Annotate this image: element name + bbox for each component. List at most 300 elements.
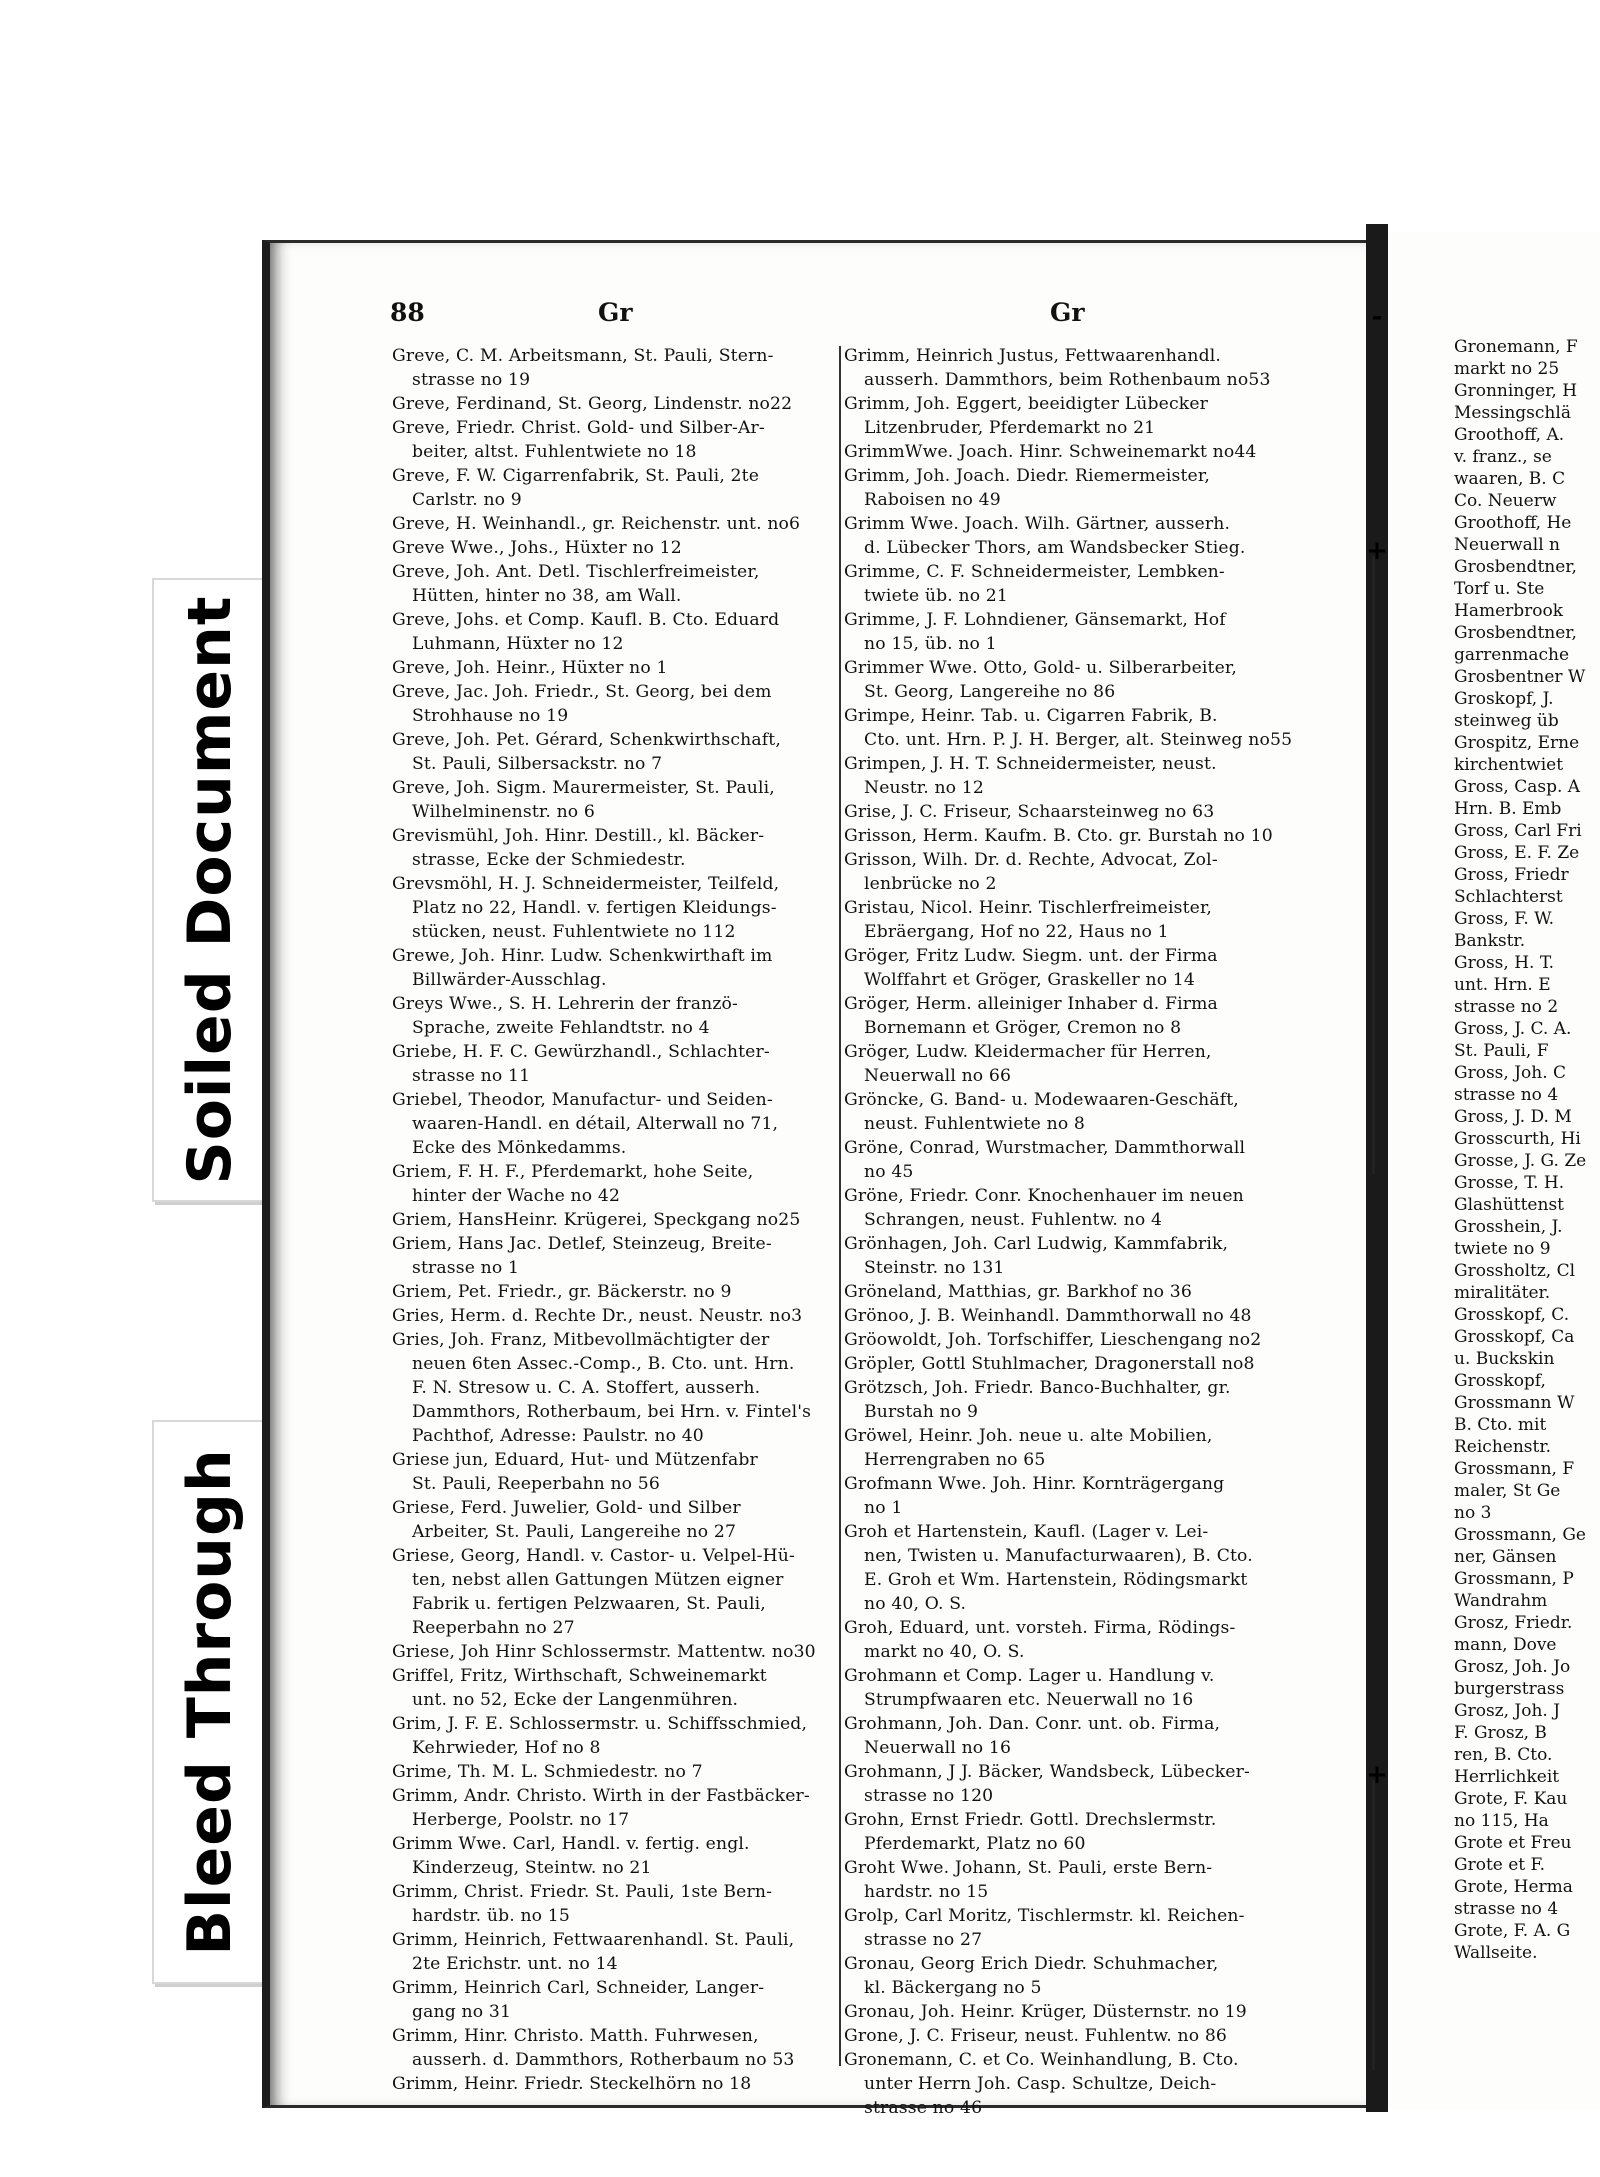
directory-entry [392, 1880, 838, 1928]
entry-continuation-line: strasse no 19 [412, 370, 531, 390]
entry-continuation-line: Strumpfwaaren etc. Neuerwall no 16 [864, 1690, 1194, 1710]
next-page-line: Gross, J. D. M [1454, 1107, 1572, 1127]
next-page-line: B. Cto. mit [1454, 1415, 1547, 1435]
entry-continuation-line: kl. Bäckergang no 5 [864, 1978, 1042, 1998]
next-page-line: Gross, E. F. Ze [1454, 843, 1580, 863]
directory-entry [392, 872, 838, 944]
directory-entry [844, 392, 1302, 440]
entry-name-line: Grimpe, Heinr. Tab. u. Cigarren Fabrik, B. [844, 706, 1218, 726]
directory-entry [844, 992, 1302, 1040]
next-page-line: Grossmann, Ge [1454, 1525, 1586, 1545]
next-page-line: Grosz, Joh. Jo [1454, 1657, 1571, 1677]
next-page-line: Grote et F. [1454, 1855, 1546, 1875]
entry-name-line: Gries, Herm. d. Rechte Dr., neust. Neustr. no3 [392, 1306, 803, 1326]
directory-entry [392, 464, 838, 512]
entry-continuation-line: 2te Erichstr. unt. no 14 [412, 1954, 618, 1974]
entry-continuation-line: unt. no 52, Ecke der Langenmühren. [412, 1690, 739, 1710]
directory-entry [392, 1448, 838, 1496]
running-head-left: Gr [598, 298, 633, 327]
entry-name-line: Gröwel, Heinr. Joh. neue u. alte Mobilien, [844, 1426, 1213, 1446]
directory-entry [392, 656, 838, 680]
next-page-line: Glashüttenst [1454, 1195, 1565, 1215]
next-page-line: Grosz, Friedr. [1454, 1613, 1573, 1633]
directory-entry [392, 1280, 838, 1304]
next-page-line: St. Pauli, F [1454, 1041, 1549, 1061]
entry-name-line: Grimme, J. F. Lohndiener, Gänsemarkt, Hof [844, 610, 1226, 630]
entry-continuation-line: Dammthors, Rotherbaum, bei Hrn. v. Fintel's [412, 1402, 812, 1422]
entry-name-line: Grim, J. F. E. Schlossermstr. u. Schiffsschmied, [392, 1714, 808, 1734]
next-page-line: Hamerbrook [1454, 601, 1564, 621]
entry-continuation-line: waaren-Handl. en détail, Alterwall no 71, [412, 1114, 779, 1134]
directory-entry [844, 344, 1302, 392]
entry-name-line: Grimmer Wwe. Otto, Gold- u. Silberarbeiter, [844, 658, 1237, 678]
entry-continuation-line: strasse no 1 [412, 1258, 520, 1278]
entry-continuation-line: Reeperbahn no 27 [412, 1618, 575, 1638]
entry-name-line: Grimme, C. F. Schneidermeister, Lembken- [844, 562, 1225, 582]
entry-continuation-line: neuen 6ten Assec.-Comp., B. Cto. unt. Hrn. [412, 1354, 795, 1374]
entry-name-line: Grötzsch, Joh. Friedr. Banco-Buchhalter, gr. [844, 1378, 1231, 1398]
next-page-line: Grosskopf, C. [1454, 1305, 1570, 1325]
entry-name-line: Grohn, Ernst Friedr. Gottl. Drechslermstr. [844, 1810, 1217, 1830]
directory-entry [844, 608, 1302, 656]
entry-name-line: Grisson, Herm. Kaufm. B. Cto. gr. Burstah no 10 [844, 826, 1273, 846]
soiled-document-stamp [152, 578, 268, 1202]
directory-entry [844, 1304, 1302, 1328]
next-page-line: strasse no 4 [1454, 1899, 1559, 1919]
entry-name-line: Greve, Joh. Heinr., Hüxter no 1 [392, 658, 668, 678]
entry-name-line: Gröne, Conrad, Wurstmacher, Dammthorwall [844, 1138, 1246, 1158]
entry-continuation-line: F. N. Stresow u. C. A. Stoffert, ausserh. [412, 1378, 761, 1398]
next-page-line: Grosscurth, Hi [1454, 1129, 1581, 1149]
directory-entry [844, 2048, 1302, 2120]
entry-continuation-line: Pferdemarkt, Platz no 60 [864, 1834, 1086, 1854]
next-page-line: Gross, F. W. [1454, 909, 1555, 929]
directory-entry [392, 1160, 838, 1208]
bleed-through-label: Bleed Through [175, 1448, 245, 1956]
directory-entry [844, 1376, 1302, 1424]
entry-name-line: Greve, Ferdinand, St. Georg, Lindenstr. no22 [392, 394, 793, 414]
directory-entry [392, 1040, 838, 1088]
entry-continuation-line: Herberge, Poolstr. no 17 [412, 1810, 630, 1830]
entry-continuation-line: Neustr. no 12 [864, 778, 984, 798]
entry-continuation-line: Billwärder-Ausschlag. [412, 970, 607, 990]
directory-entry [844, 800, 1302, 824]
directory-entry [392, 1928, 838, 1976]
next-page-line: twiete no 9 [1454, 1239, 1551, 1259]
next-page-line: burgerstrass [1454, 1679, 1565, 1699]
entry-continuation-line: Neuerwall no 66 [864, 1066, 1012, 1086]
next-page-line: Grossmann, P [1454, 1569, 1574, 1589]
entry-continuation-line: stücken, neust. Fuhlentwiete no 112 [412, 922, 736, 942]
entry-continuation-line: beiter, altst. Fuhlentwiete no 18 [412, 442, 697, 462]
entry-continuation-line: no 15, üb. no 1 [864, 634, 997, 654]
entry-continuation-line: St. Pauli, Reeperbahn no 56 [412, 1474, 660, 1494]
directory-entry [844, 704, 1302, 752]
directory-entry [392, 1328, 838, 1448]
next-page-line: Grosskopf, [1454, 1371, 1546, 1391]
column-divider [839, 346, 841, 2066]
entry-name-line: Groh, Eduard, unt. vorsteh. Firma, Rödings- [844, 1618, 1236, 1638]
directory-entry [844, 1232, 1302, 1280]
entry-continuation-line: hardstr. üb. no 15 [412, 1906, 570, 1926]
next-page-line: Groothoff, A. [1454, 425, 1565, 445]
directory-entry [844, 1760, 1302, 1808]
entry-name-line: Greve, Joh. Sigm. Maurermeister, St. Pauli, [392, 778, 775, 798]
directory-entry [844, 1184, 1302, 1232]
directory-entry [844, 1616, 1302, 1664]
entry-name-line: Grönoo, J. B. Weinhandl. Dammthorwall no 48 [844, 1306, 1252, 1326]
entry-name-line: Gröger, Fritz Ludw. Siegm. unt. der Firma [844, 946, 1218, 966]
entry-name-line: Gröowoldt, Joh. Torfschiffer, Lieschengang no2 [844, 1330, 1262, 1350]
entry-continuation-line: no 40, O. S. [864, 1594, 967, 1614]
entry-continuation-line: unter Herrn Joh. Casp. Schultze, Deich- [864, 2074, 1217, 2094]
next-page-line: Gronemann, F [1454, 337, 1578, 357]
entry-name-line: Grevismühl, Joh. Hinr. Destill., kl. Bäcker- [392, 826, 765, 846]
directory-entry [392, 992, 838, 1040]
entry-name-line: Grolp, Carl Moritz, Tischlermstr. kl. Reichen- [844, 1906, 1245, 1926]
entry-continuation-line: Hütten, hinter no 38, am Wall. [412, 586, 682, 606]
entry-name-line: Grimm, Joh. Eggert, beeidigter Lübecker [844, 394, 1209, 414]
entry-name-line: Grewe, Joh. Hinr. Ludw. Schenkwirthaft im [392, 946, 773, 966]
directory-entry [392, 1976, 838, 2024]
entry-continuation-line: neust. Fuhlentwiete no 8 [864, 1114, 1086, 1134]
entry-continuation-line: strasse, Ecke der Schmiedestr. [412, 850, 686, 870]
directory-column-right [844, 344, 1302, 2120]
entry-name-line: Greve, C. M. Arbeitsmann, St. Pauli, Stern- [392, 346, 774, 366]
entry-name-line: Gröneland, Matthias, gr. Barkhof no 36 [844, 1282, 1192, 1302]
next-page-line: Grossmann, F [1454, 1459, 1575, 1479]
directory-entry [392, 1496, 838, 1544]
next-page-line: Grote, F. A. G [1454, 1921, 1571, 1941]
next-page-line: Grosbendtner, [1454, 557, 1577, 577]
next-page-line: Wandrahm [1454, 1591, 1548, 1611]
directory-entry [844, 560, 1302, 608]
entry-name-line: Grimm Wwe. Joach. Wilh. Gärtner, ausserh. [844, 514, 1231, 534]
directory-entry [844, 896, 1302, 944]
entry-continuation-line: Fabrik u. fertigen Pelzwaaren, St. Pauli, [412, 1594, 766, 1614]
next-page-line: Grosbentner W [1454, 667, 1586, 687]
binding-mark: - [1371, 302, 1383, 332]
page-number: 88 [390, 298, 425, 327]
next-page-line: Grote et Freu [1454, 1833, 1572, 1853]
next-page-line: ner, Gänsen [1454, 1547, 1557, 1567]
directory-entry [844, 1472, 1302, 1520]
directory-entry [844, 1040, 1302, 1088]
entry-name-line: Grimm, Andr. Christo. Wirth in der Fastbäcker- [392, 1786, 810, 1806]
next-page-line: markt no 25 [1454, 359, 1560, 379]
directory-entry [392, 344, 838, 392]
soiled-document-label: Soiled Document [175, 595, 245, 1185]
entry-name-line: Greve, Joh. Pet. Gérard, Schenkwirthschaft, [392, 730, 781, 750]
entry-name-line: Grimm, Heinrich, Fettwaarenhandl. St. Pauli, [392, 1930, 795, 1950]
entry-continuation-line: Schrangen, neust. Fuhlentw. no 4 [864, 1210, 1163, 1230]
next-page-line: unt. Hrn. E [1454, 975, 1551, 995]
directory-entry [392, 776, 838, 824]
entry-name-line: Greve, Friedr. Christ. Gold- und Silber-Ar- [392, 418, 765, 438]
entry-continuation-line: Raboisen no 49 [864, 490, 1001, 510]
entry-name-line: Gronemann, C. et Co. Weinhandlung, B. Cto. [844, 2050, 1239, 2070]
directory-entry [844, 1712, 1302, 1760]
directory-entry [392, 1760, 838, 1784]
entry-continuation-line: strasse no 46 [864, 2098, 983, 2118]
entry-continuation-line: Ebräergang, Hof no 22, Haus no 1 [864, 922, 1169, 942]
entry-name-line: Griese, Joh Hinr Schlossermstr. Mattentw. no30 [392, 1642, 816, 1662]
directory-entry [392, 536, 838, 560]
next-page-line: Gronninger, H [1454, 381, 1578, 401]
entry-name-line: Grimm, Heinrich Justus, Fettwaarenhandl. [844, 346, 1222, 366]
entry-name-line: Grohmann, J J. Bäcker, Wandsbeck, Lübecker- [844, 1762, 1250, 1782]
entry-continuation-line: hardstr. no 15 [864, 1882, 989, 1902]
next-page-line: v. franz., se [1454, 447, 1552, 467]
next-page-line: Grosshein, J. [1454, 1217, 1563, 1237]
entry-name-line: Griebel, Theodor, Manufactur- und Seiden- [392, 1090, 773, 1110]
entry-continuation-line: St. Georg, Langereihe no 86 [864, 682, 1116, 702]
next-page-line: miralitäter. [1454, 1283, 1551, 1303]
next-page-line: Grote, F. Kau [1454, 1789, 1568, 1809]
next-page-line: Wallseite. [1454, 1943, 1538, 1963]
entry-name-line: Gronau, Georg Erich Diedr. Schuhmacher, [844, 1954, 1219, 1974]
entry-continuation-line: Neuerwall no 16 [864, 1738, 1012, 1758]
entry-continuation-line: St. Pauli, Silbersackstr. no 7 [412, 754, 663, 774]
entry-name-line: Griese, Ferd. Juwelier, Gold- und Silber [392, 1498, 741, 1518]
binding-mark: + [1366, 1760, 1388, 1790]
entry-name-line: Grimm, Joh. Joach. Diedr. Riemermeister, [844, 466, 1210, 486]
entry-continuation-line: Kehrwieder, Hof no 8 [412, 1738, 601, 1758]
next-page-line: Grote, Herma [1454, 1877, 1573, 1897]
next-page-line: mann, Dove [1454, 1635, 1557, 1655]
entry-continuation-line: gang no 31 [412, 2002, 512, 2022]
next-page-line: Reichenstr. [1454, 1437, 1551, 1457]
entry-continuation-line: lenbrücke no 2 [864, 874, 997, 894]
entry-name-line: Gröne, Friedr. Conr. Knochenhauer im neuen [844, 1186, 1244, 1206]
entry-name-line: Griffel, Fritz, Wirthschaft, Schweinemarkt [392, 1666, 767, 1686]
entry-name-line: Grime, Th. M. L. Schmiedestr. no 7 [392, 1762, 703, 1782]
next-page-line: no 115, Ha [1454, 1811, 1549, 1831]
next-page-line: no 3 [1454, 1503, 1492, 1523]
page-gutter [1366, 224, 1388, 2112]
entry-continuation-line: Cto. unt. Hrn. P. J. H. Berger, alt. Steinweg no55 [864, 730, 1293, 750]
directory-entry [844, 1424, 1302, 1472]
entry-name-line: Greve, F. W. Cigarrenfabrik, St. Pauli, 2te [392, 466, 760, 486]
entry-name-line: Grofmann Wwe. Joh. Hinr. Kornträgergang [844, 1474, 1225, 1494]
directory-entry [392, 1544, 838, 1640]
next-page-line: maler, St Ge [1454, 1481, 1561, 1501]
directory-entry [844, 1856, 1302, 1904]
entry-continuation-line: Bornemann et Gröger, Cremon no 8 [864, 1018, 1182, 1038]
directory-entry [392, 2024, 838, 2072]
entry-continuation-line: Sprache, zweite Fehlandtstr. no 4 [412, 1018, 710, 1038]
entry-continuation-line: Pachthof, Adresse: Paulstr. no 40 [412, 1426, 704, 1446]
entry-name-line: Griem, Pet. Friedr., gr. Bäckerstr. no 9 [392, 1282, 732, 1302]
directory-entry [844, 1952, 1302, 2000]
entry-name-line: Grimm, Hinr. Christo. Matth. Fuhrwesen, [392, 2026, 759, 2046]
directory-entry [392, 512, 838, 536]
entry-name-line: Grevsmöhl, H. J. Schneidermeister, Teilfeld, [392, 874, 780, 894]
next-page-line: garrenmache [1454, 645, 1570, 665]
entry-continuation-line: Carlstr. no 9 [412, 490, 522, 510]
directory-entry [844, 1904, 1302, 1952]
directory-entry [392, 824, 838, 872]
directory-entry [844, 1352, 1302, 1376]
entry-continuation-line: strasse no 11 [412, 1066, 531, 1086]
next-page-line: Gross, Casp. A [1454, 777, 1581, 797]
directory-entry [844, 944, 1302, 992]
entry-continuation-line: Wilhelminenstr. no 6 [412, 802, 595, 822]
directory-entry [392, 1088, 838, 1160]
directory-column-left [392, 344, 838, 2096]
next-page-line: Groothoff, He [1454, 513, 1572, 533]
entry-continuation-line: Luhmann, Hüxter no 12 [412, 634, 624, 654]
next-page-line: Gross, Friedr [1454, 865, 1569, 885]
directory-entry [392, 680, 838, 728]
directory-entry [844, 848, 1302, 896]
directory-entry [392, 2072, 838, 2096]
next-page-line: Bankstr. [1454, 931, 1526, 951]
next-page-line: waaren, B. C [1454, 469, 1566, 489]
binding-line [1372, 1780, 1375, 2070]
next-page-line: Grospitz, Erne [1454, 733, 1580, 753]
next-page-line: Grossholtz, Cl [1454, 1261, 1576, 1281]
directory-entry [392, 392, 838, 416]
directory-entry [392, 1304, 838, 1328]
directory-entry [844, 512, 1302, 560]
directory-entry [844, 1088, 1302, 1136]
next-page-line: Grosse, J. G. Ze [1454, 1151, 1587, 1171]
entry-continuation-line: Steinstr. no 131 [864, 1258, 1005, 1278]
next-page-line: Grossmann W [1454, 1393, 1575, 1413]
entry-name-line: Grohmann, Joh. Dan. Conr. unt. ob. Firma, [844, 1714, 1221, 1734]
next-page-line: Herrlichkeit [1454, 1767, 1560, 1787]
directory-entry [392, 1232, 838, 1280]
entry-continuation-line: Strohhause no 19 [412, 706, 569, 726]
directory-entry [844, 2000, 1302, 2024]
running-head-right: Gr [1050, 298, 1085, 327]
directory-entry [392, 728, 838, 776]
entry-name-line: Greve Wwe., Johs., Hüxter no 12 [392, 538, 682, 558]
next-page-line: u. Buckskin [1454, 1349, 1555, 1369]
directory-entry [844, 824, 1302, 848]
entry-name-line: Grimm, Heinrich Carl, Schneider, Langer- [392, 1978, 765, 1998]
entry-name-line: Grohmann et Comp. Lager u. Handlung v. [844, 1666, 1215, 1686]
next-page-line: strasse no 2 [1454, 997, 1559, 1017]
entry-continuation-line: no 1 [864, 1498, 903, 1518]
entry-name-line: Grönhagen, Joh. Carl Ludwig, Kammfabrik, [844, 1234, 1229, 1254]
directory-entry [392, 1640, 838, 1664]
directory-entry [844, 1808, 1302, 1856]
entry-continuation-line: Herrengraben no 65 [864, 1450, 1046, 1470]
next-page-line: Gross, Carl Fri [1454, 821, 1582, 841]
directory-entry [844, 1280, 1302, 1304]
next-page-line: Hrn. B. Emb [1454, 799, 1562, 819]
entry-name-line: Groht Wwe. Johann, St. Pauli, erste Bern- [844, 1858, 1213, 1878]
entry-name-line: Griem, HansHeinr. Krügerei, Speckgang no25 [392, 1210, 801, 1230]
entry-name-line: Gröpler, Gottl Stuhlmacher, Dragonerstall no8 [844, 1354, 1255, 1374]
entry-name-line: Grimm, Christ. Friedr. St. Pauli, 1ste Bern- [392, 1882, 773, 1902]
entry-name-line: Griese, Georg, Handl. v. Castor- u. Velpel-Hü- [392, 1546, 795, 1566]
entry-name-line: Greve, Jac. Joh. Friedr., St. Georg, bei dem [392, 682, 772, 702]
entry-continuation-line: d. Lübecker Thors, am Wandsbecker Stieg. [864, 538, 1246, 558]
entry-continuation-line: Wolffahrt et Gröger, Graskeller no 14 [864, 970, 1195, 990]
entry-continuation-line: Ecke des Mönkedamms. [412, 1138, 627, 1158]
directory-entry [392, 1664, 838, 1712]
entry-continuation-line: strasse no 120 [864, 1786, 994, 1806]
entry-name-line: Gröger, Herm. alleiniger Inhaber d. Firma [844, 994, 1218, 1014]
entry-continuation-line: ausserh. d. Dammthors, Rotherbaum no 53 [412, 2050, 795, 2070]
entry-continuation-line: hinter der Wache no 42 [412, 1186, 621, 1206]
directory-entry [392, 560, 838, 608]
directory-entry [844, 752, 1302, 800]
entry-name-line: Grimm, Heinr. Friedr. Steckelhörn no 18 [392, 2074, 752, 2094]
next-page-line: Torf u. Ste [1454, 579, 1545, 599]
next-page-line: Grosse, T. H. [1454, 1173, 1565, 1193]
entry-name-line: Gröger, Ludw. Kleidermacher für Herren, [844, 1042, 1212, 1062]
entry-continuation-line: Arbeiter, St. Pauli, Langereihe no 27 [412, 1522, 737, 1542]
directory-entry [844, 656, 1302, 704]
entry-continuation-line: nen, Twisten u. Manufacturwaaren), B. Cto. [864, 1546, 1253, 1566]
entry-name-line: GrimmWwe. Joach. Hinr. Schweinemarkt no44 [844, 442, 1257, 462]
entry-name-line: Grimm Wwe. Carl, Handl. v. fertig. engl. [392, 1834, 750, 1854]
entry-continuation-line: Litzenbruder, Pferdemarkt no 21 [864, 418, 1156, 438]
directory-entry [844, 2024, 1302, 2048]
bleed-through-stamp [152, 1420, 268, 1984]
entry-name-line: Greys Wwe., S. H. Lehrerin der franzö- [392, 994, 739, 1014]
entry-continuation-line: Platz no 22, Handl. v. fertigen Kleidungs- [412, 898, 777, 918]
next-page-line: Gross, J. C. A. [1454, 1019, 1572, 1039]
next-page-line: Messingschlä [1454, 403, 1571, 423]
entry-continuation-line: twiete üb. no 21 [864, 586, 1008, 606]
next-page-line: Gross, Joh. C [1454, 1063, 1567, 1083]
next-page-line: Co. Neuerw [1454, 491, 1557, 511]
directory-entry [392, 1832, 838, 1880]
directory-entry [844, 1520, 1302, 1616]
directory-entry [844, 464, 1302, 512]
entry-name-line: Greve, Johs. et Comp. Kaufl. B. Cto. Eduard [392, 610, 780, 630]
next-page-line: strasse no 4 [1454, 1085, 1559, 1105]
next-page-line: F. Grosz, B [1454, 1723, 1547, 1743]
entry-name-line: Gröncke, G. Band- u. Modewaaren-Geschäft, [844, 1090, 1239, 1110]
entry-name-line: Greve, H. Weinhandl., gr. Reichenstr. unt. no6 [392, 514, 801, 534]
entry-name-line: Gronau, Joh. Heinr. Krüger, Düsternstr. no 19 [844, 2002, 1247, 2022]
entry-name-line: Gries, Joh. Franz, Mitbevollmächtigter der [392, 1330, 770, 1350]
entry-name-line: Grisson, Wilh. Dr. d. Rechte, Advocat, Zol- [844, 850, 1218, 870]
directory-entry [392, 608, 838, 656]
next-page-line: Grosskopf, Ca [1454, 1327, 1575, 1347]
entry-name-line: Grise, J. C. Friseur, Schaarsteinweg no 63 [844, 802, 1215, 822]
directory-entry [844, 440, 1302, 464]
entry-name-line: Griebe, H. F. C. Gewürzhandl., Schlachter- [392, 1042, 770, 1062]
entry-continuation-line: Burstah no 9 [864, 1402, 979, 1422]
entry-name-line: Griem, F. H. F., Pferdemarkt, hohe Seite, [392, 1162, 754, 1182]
next-page-line: Gross, H. T. [1454, 953, 1555, 973]
entry-name-line: Grone, J. C. Friseur, neust. Fuhlentw. no 86 [844, 2026, 1227, 2046]
directory-entry [392, 1712, 838, 1760]
entry-continuation-line: Kinderzeug, Steintw. no 21 [412, 1858, 652, 1878]
directory-entry [392, 416, 838, 464]
entry-name-line: Gristau, Nicol. Heinr. Tischlerfreimeister, [844, 898, 1213, 918]
binding-mark: + [1366, 536, 1388, 566]
directory-entry [844, 1664, 1302, 1712]
entry-continuation-line: no 45 [864, 1162, 914, 1182]
entry-continuation-line: E. Groh et Wm. Hartenstein, Rödingsmarkt [864, 1570, 1248, 1590]
entry-name-line: Grimpen, J. H. T. Schneidermeister, neust. [844, 754, 1217, 774]
next-page-fragment [1388, 232, 1600, 2110]
entry-name-line: Groh et Hartenstein, Kaufl. (Lager v. Lei- [844, 1522, 1209, 1542]
next-page-line: steinweg üb [1454, 711, 1559, 731]
next-page-line: Neuerwall n [1454, 535, 1560, 555]
next-page-line: kirchentwiet [1454, 755, 1564, 775]
next-page-line: Grosbendtner, [1454, 623, 1577, 643]
entry-name-line: Greve, Joh. Ant. Detl. Tischlerfreimeister, [392, 562, 760, 582]
